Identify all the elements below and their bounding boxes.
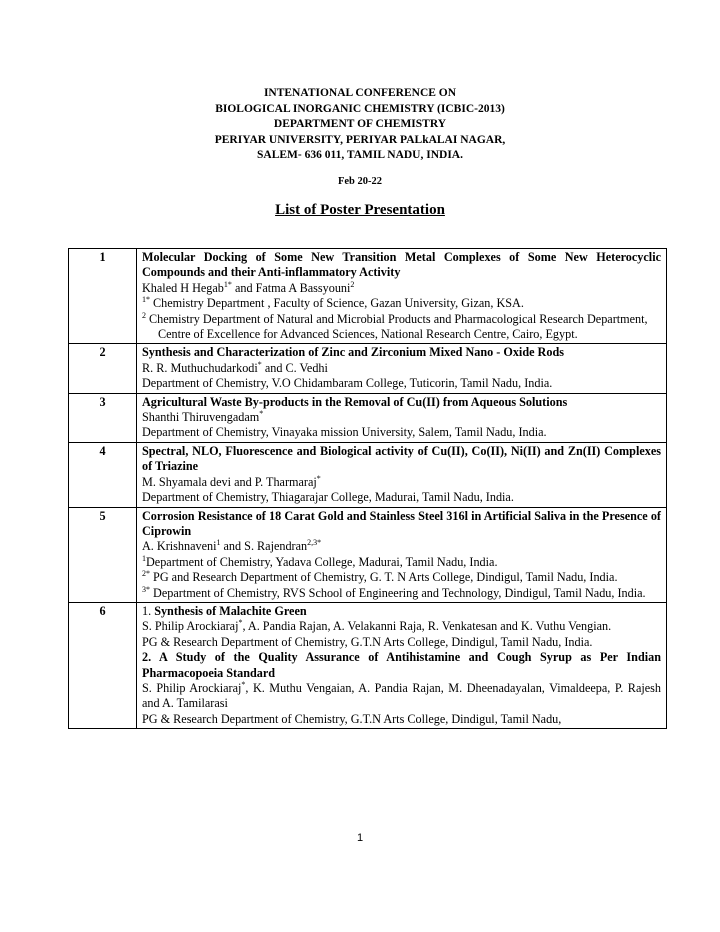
affiliation: PG & Research Department of Chemistry, G.T.N Arts College, Dindigul, Tamil Nadu, [142, 711, 562, 726]
poster-authors [142, 475, 661, 490]
poster-authors [142, 539, 661, 554]
affiliation [142, 555, 661, 570]
poster-authors [142, 681, 661, 712]
affiliation-sup: 1* [142, 295, 150, 305]
header-line-5: SALEM- 636 011, TAMIL NADU, INDIA. [257, 149, 463, 161]
poster-table [68, 248, 667, 729]
poster-title: 2. A Study of the Quality Assurance of Antihistamine and Cough Syrup as Per Indian Pharmacopoeia Standard [142, 650, 661, 680]
poster-authors [142, 619, 661, 634]
author-name: S. Philip Arockiaraj [142, 680, 242, 695]
author-sup: 1 [216, 538, 221, 548]
entry-number: 5 [69, 507, 137, 602]
poster-title: Corrosion Resistance of 18 Carat Gold and Stainless Steel 316l in Artificial Saliva in the Presence of Ciprowin [142, 508, 661, 538]
header-line-4: PERIYAR UNIVERSITY, PERIYAR PALkALAI NAGAR, [214, 133, 506, 146]
author-name: R. R. Muthuchudarkodi [142, 360, 258, 375]
sub-poster-title [142, 604, 661, 619]
page-number: 1 [356, 832, 364, 844]
affiliation: PG & Research Department of Chemistry, G.T.N Arts College, Dindigul, Tamil Nadu, India. [142, 634, 593, 649]
affiliation-text: Department of Chemistry, RVS School of Engineering and Technology, Dindigul, Tamil Nadu, India. [150, 585, 646, 600]
affiliation-sup: 2* [142, 569, 150, 579]
affiliation-sup: 3* [142, 584, 150, 594]
conference-header [0, 86, 720, 164]
affiliation: Department of Chemistry, V.O Chidambaram College, Tuticorin, Tamil Nadu, India. [142, 376, 553, 391]
affiliation-text: Department of Chemistry, Yadava College, Madurai, Tamil Nadu, India. [146, 554, 498, 569]
author-sup: * [259, 409, 264, 418]
entry-content [137, 393, 667, 442]
author-sup: 1* [223, 279, 232, 289]
entry-content [137, 602, 667, 728]
poster-title: Spectral, NLO, Fluorescence and Biological activity of Cu(II), Co(II), Ni(II) and Zn(II) Complexes of Triazine [142, 443, 661, 474]
table-row [69, 602, 667, 728]
page-title: List of Poster Presentation [275, 202, 445, 218]
affiliation-sup: 1 [142, 553, 146, 563]
author-sup: * [257, 359, 262, 369]
author-name: , A. Pandia Rajan, A. Velakanni Raja, R. Venkatesan and K. Vuthu Vengian. [242, 619, 612, 634]
author-sup: * [316, 473, 321, 483]
poster-title: Synthesis and Characterization of Zinc and Zirconium Mixed Nano - Oxide Rods [142, 345, 564, 360]
entry-number: 6 [69, 602, 137, 728]
header-line-1: INTENATIONAL CONFERENCE ON [263, 87, 457, 99]
entry-content [137, 344, 667, 393]
entry-number: 1 [69, 249, 137, 344]
author-name: M. Shyamala devi and P. Tharmaraj [142, 474, 317, 489]
author-name: and C. Vedhi [261, 360, 328, 375]
author-name: and S. Rajendran [220, 539, 308, 554]
table-row [69, 249, 667, 344]
author-sup: 2 [350, 279, 355, 289]
author-name: Khaled H Hegab [142, 280, 224, 295]
author-sup: * [241, 679, 246, 689]
entry-number: 4 [69, 442, 137, 507]
affiliation [142, 296, 661, 311]
entry-content [137, 249, 667, 344]
header-line-2: BIOLOGICAL INORGANIC CHEMISTRY (ICBIC-2013) [215, 102, 505, 115]
header-line-3: DEPARTMENT OF CHEMISTRY [273, 118, 447, 130]
author-name: S. Philip Arockiaraj [142, 619, 239, 634]
poster-authors [142, 281, 661, 296]
poster-title: Molecular Docking of Some New Transition Metal Complexes of Some New Heterocyclic Compounds and their Anti-inflammatory Activity [142, 250, 661, 280]
table-row [69, 393, 667, 442]
table-row [69, 344, 667, 393]
affiliation-text: Chemistry Department of Natural and Microbial Products and Pharmacological Research Department, Centre of Excellence for Advanced Sciences, National Research Centre, Cairo, Egypt. [146, 311, 648, 342]
entry-number: 3 [69, 393, 137, 442]
entry-content [137, 507, 667, 602]
author-sup: * [238, 618, 243, 628]
entry-number: 2 [69, 344, 137, 393]
affiliation [142, 586, 661, 601]
author-name: and Fatma A Bassyouni [231, 280, 351, 295]
sub-poster-prefix: 1. [142, 603, 155, 618]
author-name: Shanthi Thiruvengadam [142, 410, 260, 425]
author-sup: 2,3* [307, 538, 322, 548]
affiliation: Department of Chemistry, Thiagarajar College, Madurai, Tamil Nadu, India. [142, 490, 514, 505]
poster-title: Agricultural Waste By-products in the Removal of Cu(II) from Aqueous Solutions [142, 394, 568, 409]
poster-authors [142, 361, 661, 376]
poster-title: Synthesis of Malachite Green [154, 603, 307, 618]
affiliation: Department of Chemistry, Vinayaka mission University, Salem, Tamil Nadu, India. [142, 425, 547, 440]
author-name: A. Krishnaveni [142, 539, 217, 554]
entry-content [137, 442, 667, 507]
affiliation-text: Chemistry Department , Faculty of Science, Gazan University, Gizan, KSA. [150, 296, 524, 311]
author-name: , K. Muthu Vengaian, A. Pandia Rajan, M. Dheenadayalan, Vimaldeepa, P. Rajesh and A. Tamilarasi [142, 680, 661, 711]
affiliation [142, 570, 661, 585]
poster-authors [142, 410, 661, 425]
table-row [69, 507, 667, 602]
affiliation [142, 312, 661, 343]
conference-date: Feb 20-22 [337, 176, 383, 187]
affiliation-sup: 2 [142, 310, 146, 320]
affiliation-text: PG and Research Department of Chemistry, G. T. N Arts College, Dindigul, Tamil Nadu, India. [150, 570, 618, 585]
table-row [69, 442, 667, 507]
